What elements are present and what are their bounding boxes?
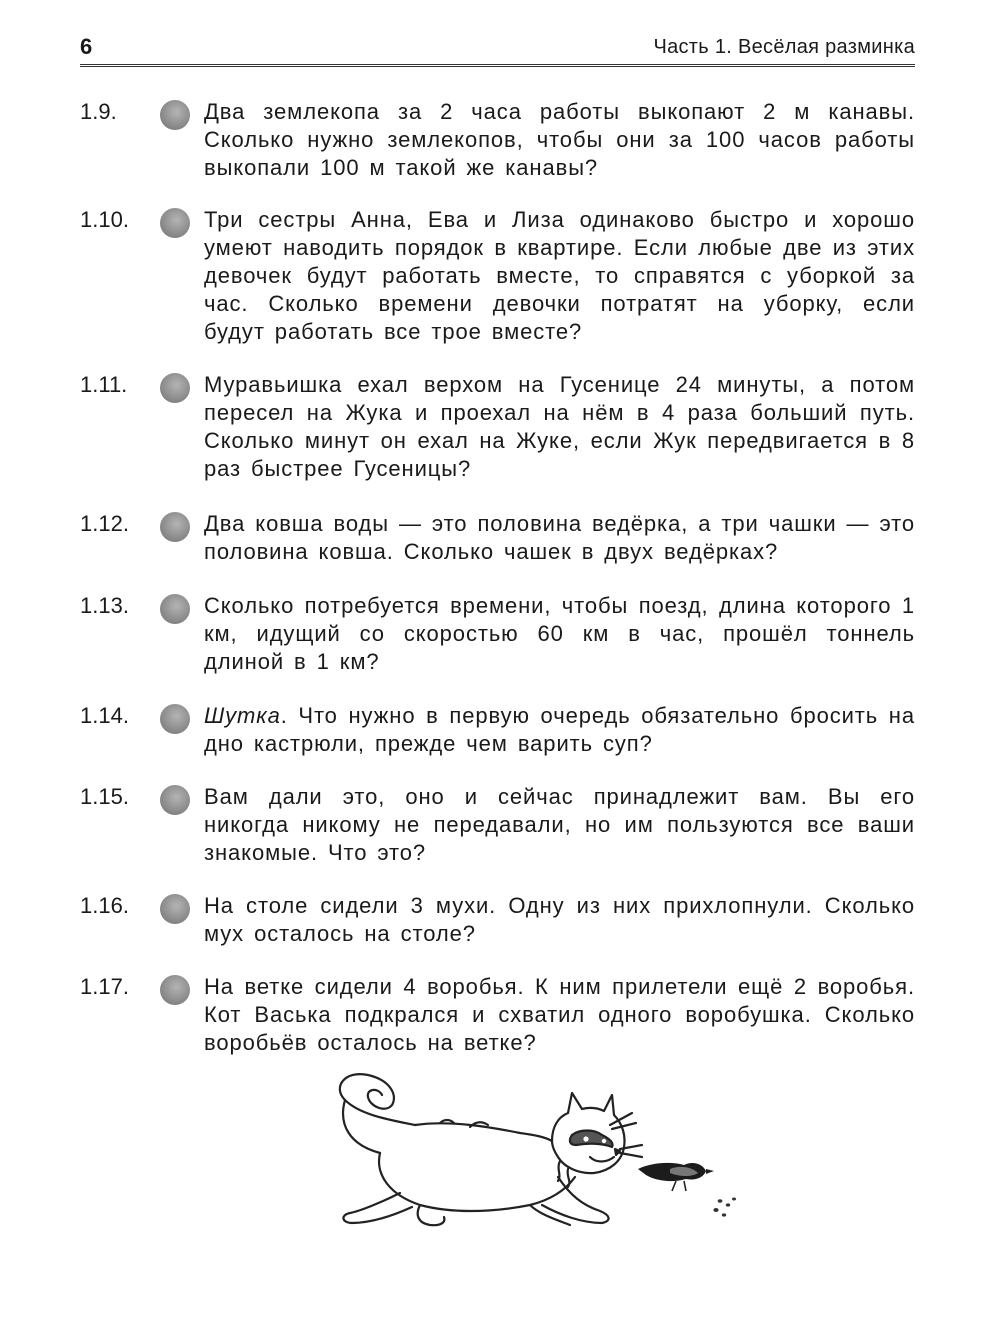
- difficulty-dot-icon: [160, 704, 190, 734]
- problem-text: На столе сидели 3 мухи. Одну из них прихлопнули. Сколько мух осталось на столе?: [204, 893, 915, 946]
- cat-icon: [340, 1074, 642, 1225]
- problem-number: 1.10.: [80, 207, 129, 232]
- difficulty-dot-icon: [160, 100, 190, 130]
- problem-text: Сколько потребуется времени, чтобы поезд, длина которого 1 км, идущий со скоростью 60 км в час, прошёл тоннель длиной в 1 км?: [204, 593, 915, 674]
- difficulty-dot-icon: [160, 894, 190, 924]
- problem-number: 1.17.: [80, 974, 129, 999]
- problem-text: [204, 702, 915, 758]
- problem-number: 1.13.: [80, 593, 129, 618]
- problem-number: 1.9.: [80, 99, 117, 124]
- problem-text-body: . Что нужно в первую очередь обязательно бросить на дно кастрюли, прежде чем варить суп?: [204, 703, 915, 756]
- problem-text: Два землекопа за 2 часа работы выкопают 2 м канавы. Сколько нужно землекопов, чтобы они за 100 часов работы выкопали 100 м такой же канавы?: [204, 99, 915, 180]
- difficulty-dot-icon: [160, 512, 190, 542]
- problem-number: 1.12.: [80, 511, 129, 536]
- section-title: Часть 1. Весёлая разминка: [653, 36, 915, 58]
- problem-text: Три сестры Анна, Ева и Лиза одинаково быстро и хорошо умеют наводить порядок в квартире. Если любые две из этих девочек будут работать вместе, то справятся с уборкой за час. Сколько времени девочки потратят на уборку, если будут работать все трое вместе?: [204, 207, 915, 344]
- problem-text: Муравьишка ехал верхом на Гусенице 24 минуты, а потом пересел на Жука и проехал на нём в 4 раза больший путь. Сколько минут он ехал на Жуке, если Жук передвигается в 8 раз быстрее Гусеницы?: [204, 372, 915, 481]
- difficulty-dot-icon: [160, 373, 190, 403]
- difficulty-dot-icon: [160, 975, 190, 1005]
- header-rule: [80, 64, 915, 67]
- problem-number: 1.16.: [80, 893, 129, 918]
- cat-and-sparrow-illustration: [320, 1065, 760, 1240]
- problem-text: Два ковша воды — это половина ведёрка, а три чашки — это половина ковша. Сколько чашек в двух ведёрках?: [204, 511, 915, 564]
- page-number: 6: [80, 34, 93, 59]
- problem-number: 1.15.: [80, 784, 129, 809]
- crumbs: [713, 1198, 736, 1217]
- problem-number: 1.11.: [80, 372, 128, 397]
- difficulty-dot-icon: [160, 785, 190, 815]
- joke-label: Шутка: [204, 703, 281, 728]
- problem-text: На ветке сидели 4 воробья. К ним прилетели ещё 2 воробья. Кот Васька подкрался и схватил одного воробушка. Сколько воробьёв осталось на ветке?: [204, 974, 915, 1055]
- difficulty-dot-icon: [160, 594, 190, 624]
- problem-number: 1.14.: [80, 703, 129, 728]
- sparrow-icon: [638, 1163, 714, 1191]
- difficulty-dot-icon: [160, 208, 190, 238]
- problem-text: Вам дали это, оно и сейчас принадлежит вам. Вы его никогда никому не передавали, но им пользуются все ваши знакомые. Что это?: [204, 784, 915, 865]
- page-header: [80, 30, 915, 66]
